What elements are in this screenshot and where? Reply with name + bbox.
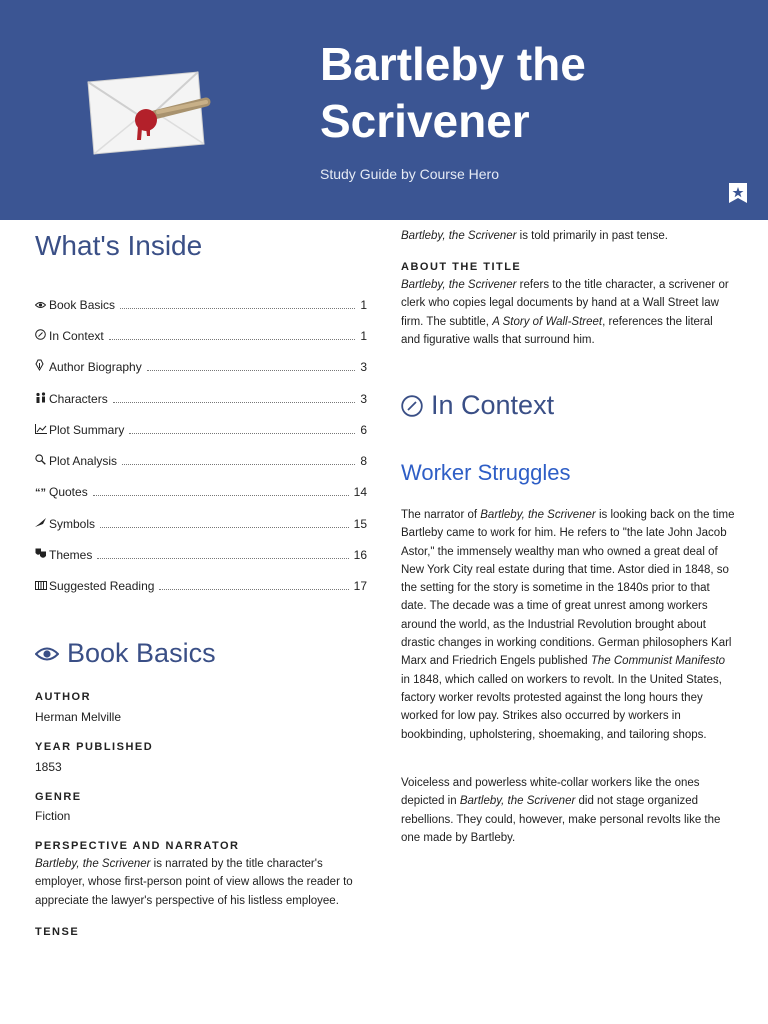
bird-icon bbox=[35, 518, 49, 531]
toc-item-plot-analysis[interactable] bbox=[35, 452, 367, 468]
title-line-1: Bartleby the bbox=[320, 38, 586, 90]
toc-leader-dots bbox=[113, 401, 356, 403]
toc-page-number: 15 bbox=[353, 517, 367, 531]
toc-label: Quotes bbox=[49, 485, 88, 499]
in-context-title: In Context bbox=[431, 390, 555, 420]
eye-icon bbox=[35, 300, 49, 312]
toc-label: Book Basics bbox=[49, 298, 116, 312]
p1-text-b: is looking back on the time Bartleby came to work for him. He refers to "the late John Jacob Astor," the immensely wealthy man who owned a great deal of New York City real estate during that time. Astor died in 1848, so the setting for the story is sometime in the 1840s prior to that date. The decade was a time of great unrest among workers around the world, as the Industrial Revolution brought about drastic changes in working conditions. German philosophers Karl Marx and Friedrich Engels published bbox=[401, 509, 735, 668]
compass-icon bbox=[401, 395, 423, 417]
book-title-italic: Bartleby, the Scrivener bbox=[35, 858, 151, 870]
toc-leader-dots bbox=[159, 588, 348, 590]
toc-page-number: 3 bbox=[360, 392, 367, 406]
magnifier-icon bbox=[35, 454, 49, 468]
worker-struggles-paragraph-1 bbox=[401, 506, 735, 744]
toc-leader-dots bbox=[97, 557, 348, 559]
toc-item-themes[interactable] bbox=[35, 546, 367, 562]
subtitle: Study Guide by Course Hero bbox=[320, 166, 499, 182]
toc-label: Plot Summary bbox=[49, 423, 125, 437]
masks-icon bbox=[35, 548, 49, 562]
tense-text: is told primarily in past tense. bbox=[516, 230, 668, 242]
toc-page-number: 1 bbox=[360, 298, 367, 312]
toc-label: Characters bbox=[49, 392, 108, 406]
book-basics-heading bbox=[35, 638, 216, 669]
about-text-1: refers to the title character, a scrivener or clerk who copies legal documents by hand at a Wall Street law firm. The subtitle, bbox=[401, 279, 729, 328]
toc-page-number: 17 bbox=[353, 579, 367, 593]
toc-page-number: 6 bbox=[360, 423, 367, 437]
toc-page-number: 8 bbox=[360, 454, 367, 468]
toc-page-number: 14 bbox=[353, 485, 367, 499]
year-published-label: YEAR PUBLISHED bbox=[35, 741, 154, 753]
toc-item-plot-summary[interactable] bbox=[35, 421, 367, 437]
toc-label: Suggested Reading bbox=[49, 579, 155, 593]
book-title-italic: Bartleby, the Scrivener bbox=[480, 509, 596, 521]
toc-label: In Context bbox=[49, 329, 104, 343]
genre-label: GENRE bbox=[35, 791, 82, 803]
toc-leader-dots bbox=[109, 338, 356, 340]
toc-item-in-context[interactable] bbox=[35, 327, 367, 343]
in-context-heading bbox=[401, 390, 554, 421]
bookmark-star-icon[interactable] bbox=[728, 182, 748, 204]
envelope-icon bbox=[80, 68, 220, 158]
toc-item-quotes[interactable] bbox=[35, 483, 367, 499]
toc-item-characters[interactable] bbox=[35, 390, 367, 406]
toc-label: Themes bbox=[49, 548, 93, 562]
about-title-paragraph bbox=[401, 276, 735, 349]
books-icon bbox=[35, 581, 49, 593]
toc-leader-dots bbox=[93, 494, 349, 496]
about-title-label: ABOUT THE TITLE bbox=[401, 261, 522, 273]
toc-leader-dots bbox=[120, 307, 355, 309]
author-value: Herman Melville bbox=[35, 710, 122, 724]
pen-nib-icon bbox=[35, 359, 49, 374]
perspective-paragraph bbox=[35, 855, 367, 910]
tense-paragraph bbox=[401, 227, 735, 245]
quote-icon bbox=[35, 487, 49, 499]
p1-text-c: in 1848, which called on workers to revolt. In the United States, factory worker revolts protested against the long hours they worked for low pay. Strikes also occurred by workers in bookbinding, upholstering, shoemaking, and tailoring shops. bbox=[401, 673, 722, 741]
svg-text:“”: “” bbox=[35, 487, 46, 496]
perspective-text: is narrated by the title character's employer, whose first-person point of view allows the reader to appreciate the lawyer's perspective of his listless employee. bbox=[35, 858, 353, 907]
author-label: AUTHOR bbox=[35, 691, 92, 703]
compass-icon bbox=[35, 329, 49, 343]
perspective-label: PERSPECTIVE AND NARRATOR bbox=[35, 840, 240, 852]
toc-leader-dots bbox=[100, 526, 349, 528]
toc-leader-dots bbox=[147, 369, 356, 371]
year-published-value: 1853 bbox=[35, 760, 62, 774]
manifesto-title-italic: The Communist Manifesto bbox=[590, 655, 726, 668]
toc-item-author-biography[interactable] bbox=[35, 358, 367, 374]
eye-icon bbox=[35, 647, 59, 661]
toc-page-number: 3 bbox=[360, 360, 367, 374]
book-title-italic: Bartleby, the Scrivener bbox=[459, 795, 576, 808]
toc-page-number: 16 bbox=[353, 548, 367, 562]
tense-label: TENSE bbox=[35, 926, 80, 938]
p2-text-a: Voiceless and powerless white-collar workers like the ones depicted in bbox=[401, 777, 700, 808]
worker-struggles-paragraph-2 bbox=[401, 774, 735, 847]
chart-icon bbox=[35, 424, 49, 437]
toc-leader-dots bbox=[129, 432, 355, 434]
toc-leader-dots bbox=[122, 463, 355, 465]
genre-value: Fiction bbox=[35, 809, 71, 823]
book-title-italic: Bartleby, the Scrivener bbox=[401, 230, 517, 242]
toc-heading: What's Inside bbox=[35, 230, 203, 261]
subtitle-italic: A Story of Wall-Street bbox=[492, 315, 603, 328]
toc-label: Symbols bbox=[49, 517, 96, 531]
header-banner bbox=[0, 0, 768, 220]
about-text-2: , references the literal and figurative walls that surround him. bbox=[401, 315, 713, 346]
page-title bbox=[320, 36, 740, 150]
toc-label: Plot Analysis bbox=[49, 454, 118, 468]
book-title-italic: Bartleby, the Scrivener bbox=[401, 279, 517, 291]
toc-label: Author Biography bbox=[49, 360, 142, 374]
book-basics-title: Book Basics bbox=[67, 638, 216, 668]
toc-item-symbols[interactable] bbox=[35, 515, 367, 531]
worker-struggles-heading: Worker Struggles bbox=[401, 460, 571, 485]
toc-item-book-basics[interactable] bbox=[35, 296, 367, 312]
toc-page-number: 1 bbox=[360, 329, 367, 343]
p2-text-b: did not stage organized rebellions. They could, however, make personal revolts like the one made by Bartleby. bbox=[401, 795, 721, 844]
title-line-2: Scrivener bbox=[320, 95, 530, 147]
p1-text-a: The narrator of bbox=[401, 509, 481, 521]
toc-item-suggested-reading[interactable] bbox=[35, 577, 367, 593]
people-icon bbox=[35, 392, 49, 406]
